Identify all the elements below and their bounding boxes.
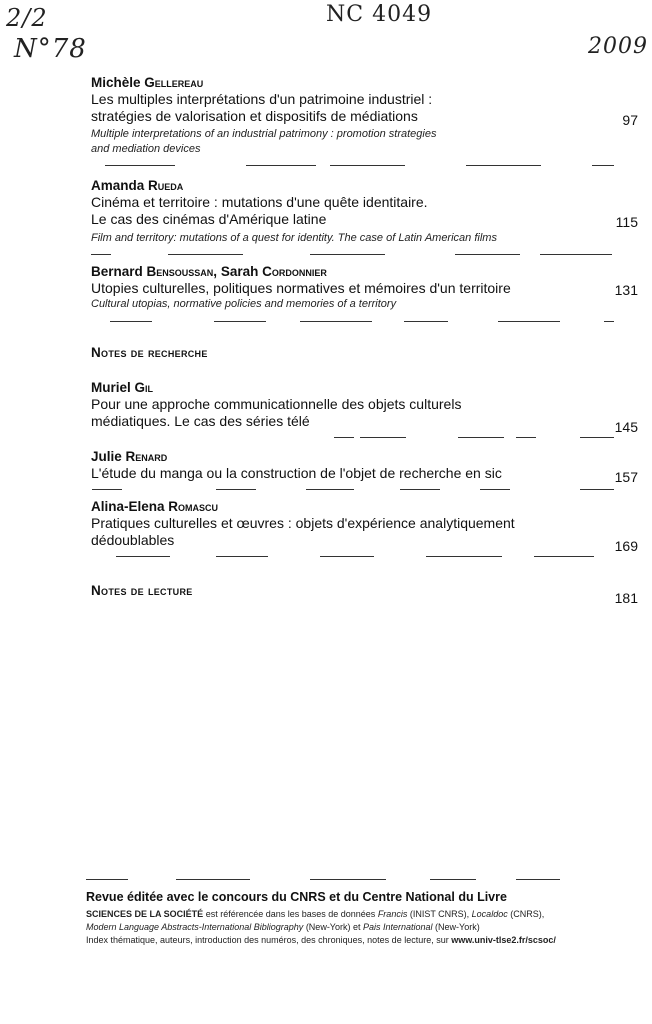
article-title: Utopies culturelles, politiques normatives et mémoires d'un territoire [91, 280, 511, 296]
page-number: 97 [622, 112, 638, 128]
footer-line-1 [86, 908, 616, 921]
separator [540, 254, 612, 255]
separator [580, 489, 614, 490]
author-name [91, 75, 613, 91]
separator [592, 165, 614, 166]
separator [92, 489, 122, 490]
database-name: Pais International [363, 922, 433, 932]
article-title: Pratiques culturelles et œuvres : objets d'expérience analytiquement [91, 515, 515, 531]
separator [320, 556, 374, 557]
footer-url: www.univ-tlse2.fr/scsoc/ [451, 935, 556, 945]
author-last-name: Gil [134, 380, 154, 395]
separator [455, 254, 520, 255]
footer-text: est référencée dans les bases de données [203, 909, 378, 919]
separator [168, 254, 243, 255]
page-number: 145 [614, 419, 638, 435]
author-last-name: Renard [125, 449, 168, 464]
article-title-english: Multiple interpretations of an industrial patrimony : promotion strategies [91, 128, 437, 140]
separator [176, 879, 250, 880]
toc-entry [91, 178, 613, 246]
footer-title: Revue éditée avec le concours du CNRS et du Centre National du Livre [86, 890, 507, 904]
footer-text: (New-York) et [303, 922, 363, 932]
separator [334, 437, 354, 438]
page-number: 169 [614, 538, 638, 554]
database-name: Francis [377, 909, 408, 919]
author-first-name: Michèle [91, 75, 141, 90]
database-name: Localdoc [471, 909, 508, 919]
separator [480, 489, 510, 490]
separator [426, 556, 502, 557]
separator [86, 879, 128, 880]
separator [580, 437, 614, 438]
article-title-english: and mediation devices [91, 143, 201, 155]
page-number: 115 [615, 214, 638, 230]
section-heading-research: Notes de recherche [91, 345, 208, 360]
separator [214, 321, 266, 322]
author-first-name: Alina-Elena [91, 499, 165, 514]
article-title: L'étude du manga ou la construction de l'objet de recherche en sic [91, 465, 502, 481]
separator [458, 437, 504, 438]
separator [430, 879, 476, 880]
toc-entry [91, 380, 613, 430]
separator [306, 489, 354, 490]
section-heading-reading: Notes de lecture [91, 583, 193, 598]
separator [105, 165, 175, 166]
handwritten-year: 2009 [588, 34, 648, 59]
separator [216, 489, 256, 490]
footer-text: (INIST CNRS), [407, 909, 472, 919]
toc-entry [91, 449, 613, 482]
separator [466, 165, 541, 166]
footer-text: (CNRS), [507, 909, 545, 919]
separator [400, 489, 440, 490]
article-title: Le cas des cinémas d'Amérique latine [91, 211, 327, 227]
author-last-name: Romascu [168, 499, 219, 514]
footer-line-2 [86, 921, 616, 934]
separator [534, 556, 594, 557]
article-title: dédoublables [91, 532, 175, 548]
footer-text: (New-York) [432, 922, 480, 932]
database-name: Modern Language Abstracts-International Bibliography [86, 922, 304, 932]
author-name [91, 499, 613, 515]
footer-line-3 [86, 934, 616, 947]
separator [360, 437, 406, 438]
author-name [91, 380, 613, 396]
toc-entry [91, 75, 613, 157]
author-name [91, 449, 613, 465]
author-first-name: Amanda [91, 178, 145, 193]
author2-first-name: Sarah [220, 264, 259, 279]
page-number: 181 [614, 590, 638, 606]
page-number: 131 [614, 282, 638, 298]
author-first-name: Julie [91, 449, 122, 464]
separator [91, 254, 111, 255]
article-title: médiatiques. Le cas des séries télé [91, 413, 310, 429]
article-title: Cinéma et territoire : mutations d'une quête identitaire. [91, 194, 428, 210]
separator [246, 165, 316, 166]
page-number: 157 [614, 469, 638, 485]
author-last-name: Bensoussan, [146, 264, 218, 279]
author-first-name: Muriel [91, 380, 131, 395]
handwritten-issue-number: N°78 [14, 34, 87, 64]
article-title: stratégies de valorisation et dispositifs de médiations [91, 108, 418, 124]
separator [516, 437, 536, 438]
author-first-name: Bernard [91, 264, 143, 279]
footer [86, 889, 616, 947]
separator [604, 321, 614, 322]
article-title: Pour une approche communicationnelle des objets culturels [91, 396, 462, 412]
separator [110, 321, 152, 322]
separator [404, 321, 448, 322]
author2-last-name: Cordonnier [262, 264, 327, 279]
separator [498, 321, 560, 322]
author-last-name: Rueda [148, 178, 184, 193]
author-last-name: Gellereau [144, 75, 204, 90]
separator [216, 556, 268, 557]
footer-text: Index thématique, auteurs, introduction des numéros, des chroniques, notes de lecture, sur [86, 935, 452, 945]
separator [310, 879, 386, 880]
article-title-english: Cultural utopias, normative policies and memories of a territory [91, 298, 397, 310]
journal-name: SCIENCES DE LA SOCIÉTÉ [86, 909, 204, 919]
separator [300, 321, 372, 322]
handwritten-page-mark: 2/2 [6, 4, 48, 32]
article-title: Les multiples interprétations d'un patrimoine industriel : [91, 91, 433, 107]
toc-entry [91, 264, 613, 312]
separator [310, 254, 385, 255]
separator [330, 165, 405, 166]
toc-entry [91, 499, 613, 549]
handwritten-call-number: NC 4049 [326, 2, 433, 27]
article-title-english: Film and territory: mutations of a quest for identity. The case of Latin American films [91, 232, 497, 244]
separator [516, 879, 560, 880]
author-name [91, 178, 613, 194]
author-name [91, 264, 613, 280]
separator [116, 556, 170, 557]
